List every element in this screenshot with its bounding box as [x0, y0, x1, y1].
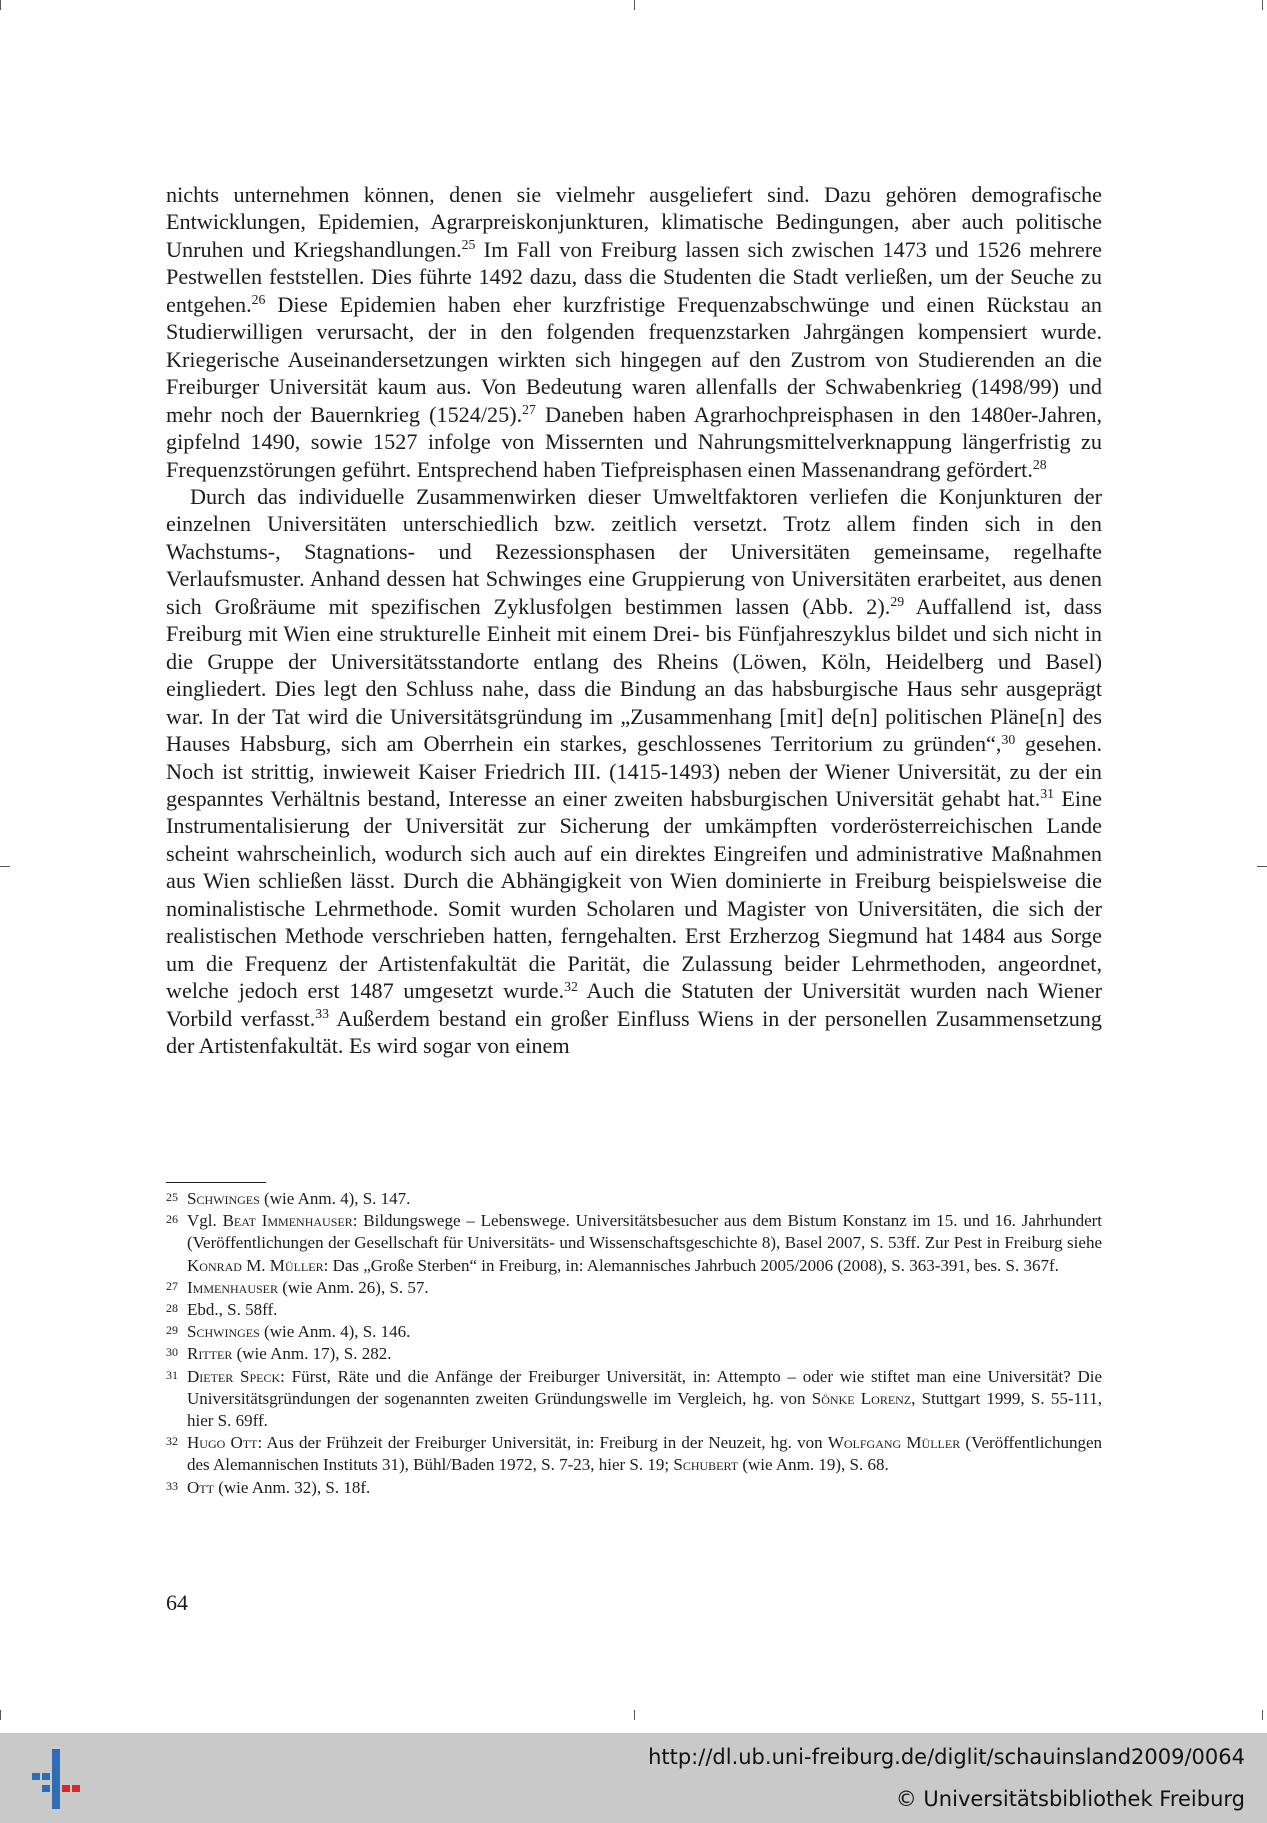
crop-mark [1262, 1710, 1263, 1720]
footnote-separator [166, 1182, 266, 1183]
author-name: Ritter [187, 1344, 233, 1364]
footnote-number: 32 [166, 1434, 178, 1449]
footnote-reference: 32 [564, 978, 578, 994]
footnote-reference: 33 [315, 1006, 329, 1022]
author-name: Konrad M. Müller [187, 1255, 324, 1275]
footnote-reference: 28 [1032, 456, 1047, 472]
footnote: 26 Vgl. Beat Immenhauser: Bildungswege – Lebenswege. Universitätsbesucher aus dem Bistum Konstanz im 15. und 16. Jahrhundert (Veröffentlichungen der Gesellschaft für Universitäts- und Wissenschaftsgeschichte 8), Basel 2007, S. 53ff. Zur Pest in Freiburg siehe Konrad M. Müller: Das „Große Sterben“ in Freiburg, in: Alemannisches Jahrbuch 2005/2006 (2008), S. 363-391, bes. S. 367f. [166, 1211, 1102, 1275]
footnotes [166, 1188, 1102, 1499]
footnote-number: 30 [166, 1345, 178, 1360]
crop-mark [634, 0, 635, 10]
author-name: Sönke Lorenz [811, 1388, 912, 1408]
author-name: Hugo Ott [187, 1433, 258, 1453]
footnote-number: 28 [166, 1301, 178, 1316]
crop-mark [0, 0, 1, 10]
footnote: 30 Ritter (wie Anm. 17), S. 282. [166, 1344, 392, 1364]
author-name: Schwinges [187, 1189, 260, 1208]
body-paragraph: nichts unternehmen können, denen sie vielmehr ausgeliefert sind. Dazu gehören demografische Entwicklungen, Epidemien, Agrarpreiskonjunkturen, klimatische Bedingungen, aber auch politische Unruhen und Kriegshandlungen.$^{25}$ Im Fall von Freiburg lassen sich zwischen 1473 und 1526 mehrere Pestwellen feststellen. Dies führte 1492 dazu, dass die Studenten die Stadt verließen, um der Seuche zu entgehen.$^{26}$ Diese Epidemien haben eher kurzfristige Frequenzabschwünge und einen Rückstau an Studierwilligen verursacht, der in den folgenden frequenzstarken Jahrgängen kompensiert wurde. Kriegerische Auseinandersetzungen wirkten sich hingegen auf den Zustrom von Studierenden an die Freiburger Universität kaum aus. Von Bedeutung waren allenfalls der Schwabenkrieg (1498/99) und mehr noch der Bauernkrieg (1524/25).$^{27}$ Daneben haben Agrarhochpreisphasen in den 1480er-Jahren, gipfelnd 1490, sowie 1527 infolge von Missernten und Nahrungsmittelverknappung längerfristig zu Frequenzstörungen geführt. Entsprechend haben Tiefpreisphasen einen Massenandrang gefördert.$^{28}$ [166, 182, 1103, 482]
footnote-reference: 27 [522, 402, 536, 418]
main-text [166, 181, 1102, 1060]
footnote-number: 27 [166, 1278, 178, 1293]
crop-mark [1257, 866, 1267, 867]
ub-freiburg-logo-icon [28, 1745, 82, 1811]
footnote-reference: 26 [251, 292, 266, 308]
author-name: Dieter Speck [187, 1366, 281, 1386]
author-name: Ott [187, 1477, 214, 1497]
footnote-number: 31 [166, 1367, 178, 1382]
footnote-number: 29 [166, 1323, 178, 1338]
footnote: 28 Ebd., S. 58ff. [166, 1300, 278, 1320]
author-name: Immenhauser [187, 1277, 279, 1297]
footnote-reference: 25 [461, 237, 476, 253]
footnote-reference: 31 [1040, 786, 1055, 802]
footnote-reference: 29 [890, 594, 905, 610]
crop-mark [1262, 0, 1263, 10]
author-name: Wolfgang Müller [827, 1433, 961, 1453]
footnote: 27 Immenhauser (wie Anm. 26), S. 57. [166, 1277, 429, 1297]
footnote: 33 Ott (wie Anm. 32), S. 18f. [166, 1477, 371, 1497]
footnote-number: 25 [166, 1190, 178, 1204]
footer-copyright: © Universitätsbibliothek Freiburg [895, 1787, 1245, 1811]
author-name: Schwinges [187, 1322, 260, 1342]
footnote-number: 26 [166, 1212, 178, 1227]
footnote: 32 Hugo Ott: Aus der Frühzeit der Freiburger Universität, in: Freiburg in der Neuzeit, hg. von Wolfgang Müller (Veröffentlichungen des Alemannischen Instituts 31), Bühl/Baden 1972, S. 7-23, hier S. 19; Schubert (wie Anm. 19), S. 68. [166, 1433, 1103, 1475]
footnote: 31 Dieter Speck: Fürst, Räte und die Anfänge der Freiburger Universität, in: Attempto – oder wie stiftet man eine Universität? Die Universitätsgründungen der sogenannten zweiten Gründungswelle im Vergleich, hg. von Sönke Lorenz, Stuttgart 1999, S. 55-111, hier S. 69ff. [166, 1366, 1102, 1431]
page-number: 64 [166, 1590, 188, 1615]
author-name: Beat Immenhauser [222, 1211, 353, 1231]
footnote-reference: 30 [1001, 731, 1016, 747]
crop-mark [0, 866, 10, 867]
footer-url[interactable]: http://dl.ub.uni-freiburg.de/diglit/schauinsland2009/0064 [648, 1745, 1245, 1769]
footnote-number: 33 [166, 1478, 178, 1493]
author-name: Schubert [673, 1455, 739, 1475]
crop-mark [0, 1710, 1, 1720]
footnote: 29 Schwinges (wie Anm. 4), S. 146. [166, 1322, 411, 1342]
crop-mark [634, 1710, 635, 1720]
body-paragraph: Durch das individuelle Zusammenwirken dieser Umweltfaktoren verliefen die Konjunkturen der einzelnen Universitäten unterschiedlich bzw. zeitlich versetzt. Trotz allem finden sich in den Wachstums-, Stagnations- und Rezessionsphasen der Universitäten gemeinsame, regelhafte Verlaufsmuster. Anhand dessen hat Schwinges eine Gruppierung von Universitäten erarbeitet, aus denen sich Großräume mit spezifischen Zyklusfolgen bestimmen lassen (Abb. 2).$^{29}$ Auffallend ist, dass Freiburg mit Wien eine strukturelle Einheit mit einem Drei- bis Fünfjahreszyklus bildet und sich nicht in die Gruppe der Universitätsstandorte entlang des Rheins (Löwen, Köln, Heidelberg und Basel) eingliedert. Dies legt den Schluss nahe, dass die Bindung an das habsburgische Haus sehr ausgeprägt war. In der Tat wird die Universitätsgründung im „Zusammenhang [mit] de[n] politischen Pläne[n] des Hauses Habsburg, sich am Oberrhein ein starkes, geschlossenes Territorium zu gründen“,$^{30}$ gesehen. Noch ist strittig, inwieweit Kaiser Friedrich III. (1415-1493) neben der Wiener Universität, zu der ein gespanntes Verhältnis bestand, Interesse an einer zweiten habsburgischen Universität gehabt hat.$^{31}$ Eine Instrumentalisierung der Universität zur Sicherung der umkämpften vorderösterreichischen Lande scheint wahrscheinlich, wodurch sich auch auf ein direktes Eingreifen und administrative Maßnahmen aus Wien schließen lässt. Durch die Abhängigkeit von Wien dominierte in Freiburg beispielsweise die nominalistische Lehrmethode. Somit wurden Scholaren und Magister von Universitäten, die sich der realistischen Methode verschrieben hatten, ferngehalten. Erst Erzherzog Siegmund hat 1484 aus Sorge um die Frequenz der Artistenfakultät die Parität, die Zulassung beider Lehrmethoden, angeordnet, welche jedoch erst 1487 umgesetzt wurde.$^{32}$ Auch die Statuten der Universität wurden nach Wiener Vorbild verfasst.$^{33}$ Außerdem bestand ein großer Einfluss Wiens in der personellen Zusammensetzung der Artistenfakultät. Es wird sogar von einem [166, 483, 1102, 1059]
footnote: 25 Schwinges (wie Anm. 4), S. 147. [166, 1189, 411, 1208]
